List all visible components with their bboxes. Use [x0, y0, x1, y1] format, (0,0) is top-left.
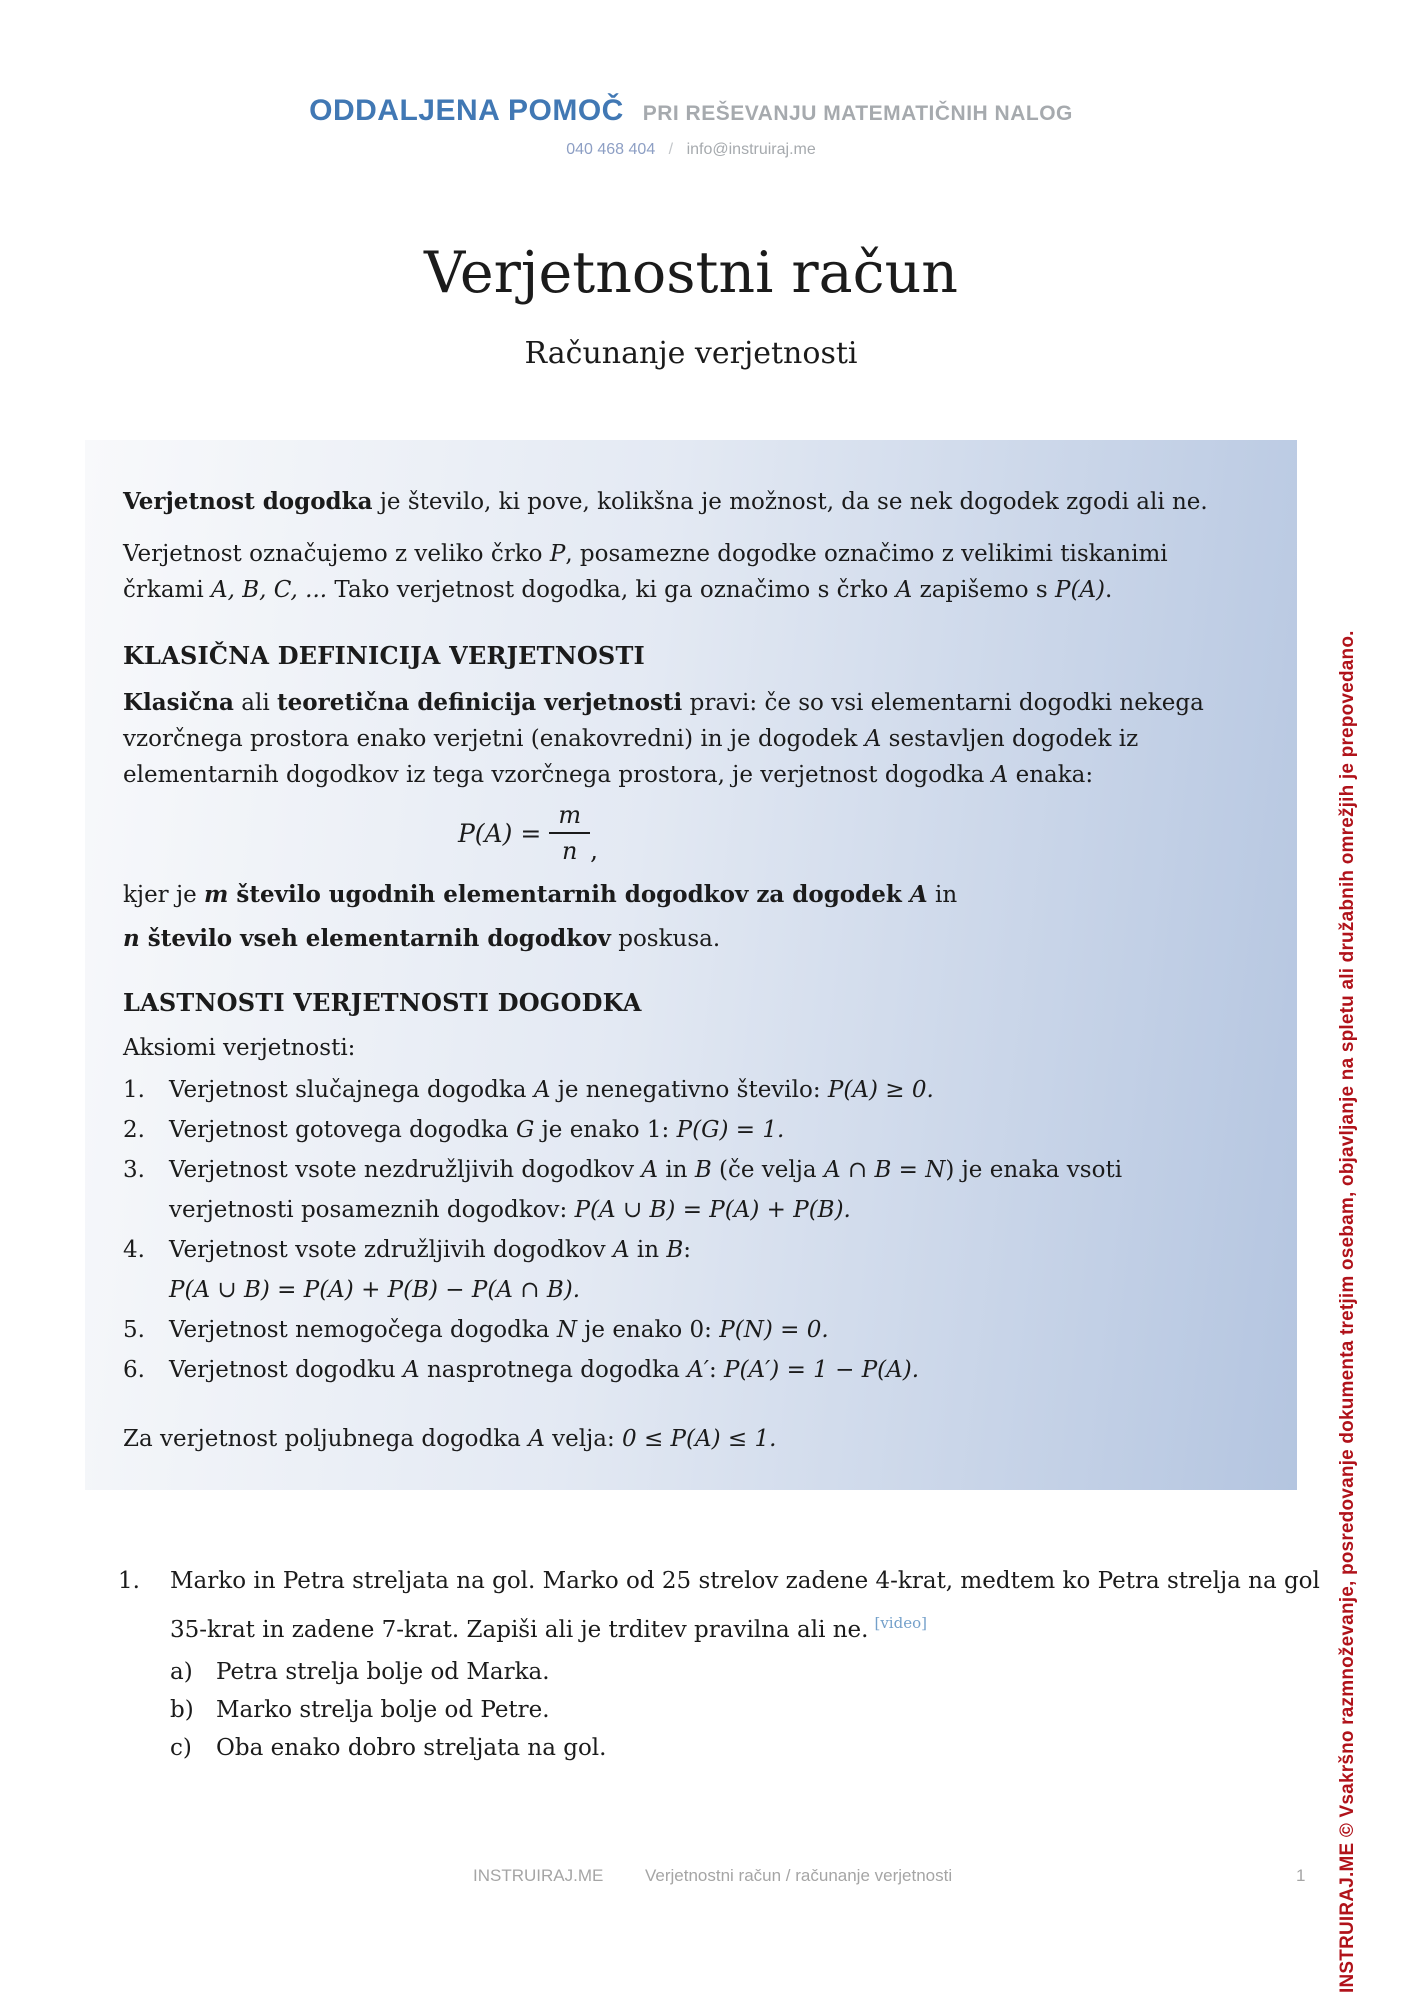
- theory-infobox: [85, 440, 1297, 1490]
- option-row: [170, 1691, 1328, 1729]
- list-item-number: 2.: [123, 1117, 145, 1143]
- formula-lhs: P(A): [457, 818, 513, 848]
- text-segment: A: [528, 1426, 545, 1452]
- text-segment: A: [641, 1157, 659, 1183]
- text-segment: je število, ki pove, kolikšna je možnost, da se nek dogodek zgodi ali ne.: [372, 489, 1208, 515]
- text-segment: število vseh elementarnih dogodkov: [139, 925, 611, 952]
- copyright-watermark: INSTRUIRAJ.ME © Vsakršno razmnoževanje, posredovanje dokumenta tretjim osebam, objavljanje na spletu ali družabnih omrežjih je prepovedano.: [1337, 630, 1358, 1993]
- formula-equals: =: [520, 818, 542, 848]
- classic-line-1: [123, 685, 1261, 721]
- fraction-denominator: n: [561, 837, 578, 865]
- page-footer: [0, 1866, 1413, 1890]
- exercise-item: [118, 1560, 1328, 1651]
- text-segment: P(A): [1055, 577, 1106, 603]
- notation-line-1: [123, 536, 1261, 572]
- text-segment: verjetnosti posameznih dogodkov:: [169, 1197, 575, 1223]
- classic-line-3: [123, 757, 1261, 793]
- text-segment: Verjetnost slučajnega dogodka: [169, 1077, 534, 1103]
- text-segment: :: [708, 1357, 725, 1383]
- text-segment: A: [895, 577, 913, 603]
- text-segment: Verjetnost dogodka: [123, 488, 373, 515]
- text-segment: je nenegativno število:: [550, 1077, 828, 1103]
- exercise-line-2-text: [170, 1617, 868, 1643]
- text-segment: Verjetnost vsote združljivih dogodkov: [169, 1237, 613, 1263]
- brand-tagline: PRI REŠEVANJU MATEMATIČNIH NALOG: [642, 102, 1073, 125]
- formula-fraction: [549, 801, 590, 865]
- text-segment: sestavljen dogodek iz: [881, 726, 1139, 752]
- formula-comma: ,: [590, 836, 599, 865]
- text-segment: G: [515, 1117, 535, 1143]
- footer-page-number: 1: [1296, 1866, 1306, 1885]
- text-segment: Za verjetnost poljubnega dogodka: [123, 1426, 529, 1452]
- formula-legend: [123, 873, 1261, 961]
- video-link[interactable]: [video]: [874, 1614, 927, 1632]
- notation-paragraph: [123, 536, 1261, 608]
- text-segment: A ∩ B = N: [823, 1157, 946, 1183]
- list-item-text: [169, 1150, 1122, 1190]
- list-item: [123, 1150, 1261, 1190]
- classic-definition-paragraph: [123, 685, 1261, 793]
- text-segment: ali: [233, 690, 277, 716]
- text-segment: enaka:: [1008, 762, 1094, 788]
- text-segment: nasprotnega dogodka: [419, 1357, 688, 1383]
- classic-line-2: [123, 721, 1261, 757]
- text-segment: P(A′) = 1 − P(A).: [724, 1357, 920, 1383]
- text-segment: A: [403, 1357, 420, 1383]
- option-row: [170, 1729, 1328, 1767]
- text-segment: P(A ∪ B) = P(A) + P(B) − P(A ∩ B).: [169, 1277, 581, 1303]
- closing-statement: [123, 1421, 1261, 1457]
- text-segment: P(A) ≥ 0.: [827, 1077, 934, 1103]
- text-segment: A: [533, 1077, 551, 1103]
- list-item-text: [169, 1110, 784, 1150]
- list-item-number-spacer: [123, 1190, 169, 1230]
- notation-line-2: [123, 572, 1261, 608]
- exercise-text-wrap: [170, 1560, 1320, 1651]
- axioms-intro: Aksiomi verjetnosti:: [123, 1035, 356, 1061]
- footer-doc-title: Verjetnostni račun / računanje verjetnosti: [645, 1866, 953, 1885]
- page-subtitle: Računanje verjetnosti: [524, 336, 858, 371]
- text-segment: velja:: [544, 1426, 623, 1452]
- option-letter: c): [170, 1735, 192, 1761]
- text-segment: P(N) = 0.: [719, 1317, 829, 1343]
- text-segment: in: [629, 1237, 667, 1263]
- text-segment: A: [864, 726, 882, 752]
- text-segment: pravi: če so vsi elementarni dogodki nekega: [682, 690, 1204, 716]
- list-item-text: [169, 1350, 919, 1390]
- text-segment: B: [666, 1237, 684, 1263]
- text-segment: , posamezne dogodke označimo z velikimi tiskanimi: [565, 541, 1168, 567]
- list-item-number: 4.: [123, 1237, 145, 1263]
- text-segment: poskusa.: [610, 926, 721, 952]
- legend-line-1: [123, 873, 1261, 917]
- option-text: Petra strelja bolje od Marka.: [216, 1659, 550, 1685]
- text-segment: n: [123, 925, 140, 952]
- text-segment: in: [927, 882, 958, 908]
- list-item-text: [169, 1310, 829, 1350]
- text-segment: Verjetnost označujemo z veliko črko: [123, 541, 550, 567]
- text-segment: 0 ≤ P(A) ≤ 1.: [622, 1426, 777, 1452]
- text-segment: N: [556, 1317, 577, 1343]
- axioms-list: [123, 1070, 1261, 1390]
- page-title: Verjetnostni račun: [423, 240, 959, 306]
- text-segment: A: [991, 762, 1009, 788]
- list-item-number: 6.: [123, 1357, 145, 1383]
- list-item-text: [169, 1270, 580, 1310]
- exercise-number: 1.: [118, 1568, 140, 1594]
- contact-separator: /: [668, 141, 674, 158]
- text-segment: Verjetnost gotovega dogodka: [169, 1117, 516, 1143]
- exercise-options: [170, 1653, 1328, 1767]
- list-item-text: [169, 1190, 851, 1230]
- header-contact-line: [85, 141, 1297, 159]
- exercise-line-1: [170, 1560, 1320, 1602]
- text-segment: je enako 1:: [534, 1117, 677, 1143]
- header-brand-line: [85, 94, 1297, 128]
- exercise-line-2: [170, 1602, 1320, 1651]
- text-segment: Tako verjetnost dogodka, ki ga označimo s črko: [327, 577, 896, 603]
- email-address: info@instruiraj.me: [686, 141, 816, 158]
- text-segment: A: [909, 881, 928, 908]
- text-segment: .: [1105, 577, 1113, 603]
- phone-number: 040 468 404: [566, 141, 656, 158]
- list-item-number: 3.: [123, 1157, 145, 1183]
- text-segment: B: [694, 1157, 712, 1183]
- text-segment: Verjetnost nemogočega dogodka: [169, 1317, 557, 1343]
- properties-heading: LASTNOSTI VERJETNOSTI DOGODKA: [123, 988, 642, 1017]
- text-segment: Klasična: [123, 689, 234, 716]
- list-item-continuation: [123, 1190, 1261, 1230]
- exercise-section: [118, 1560, 1328, 1767]
- list-item-number-spacer: [123, 1270, 169, 1310]
- legend-line-2: [123, 917, 1261, 961]
- list-item-text: [169, 1230, 691, 1270]
- text-segment: je enako 0:: [576, 1317, 720, 1343]
- list-item-continuation: [123, 1270, 1261, 1310]
- page-header: [85, 94, 1297, 159]
- text-segment: Verjetnost vsote nezdružljivih dogodkov: [169, 1157, 642, 1183]
- text-segment: P(G) = 1.: [676, 1117, 785, 1143]
- probability-formula: [123, 801, 933, 865]
- list-item-text: [169, 1070, 934, 1110]
- text-segment: A′: [687, 1357, 709, 1383]
- text-segment: Verjetnost dogodku: [169, 1357, 404, 1383]
- text-segment: (če velja: [711, 1157, 824, 1183]
- list-item: [123, 1070, 1261, 1110]
- list-item-number: 1.: [123, 1077, 145, 1103]
- text-segment: črkami: [123, 577, 212, 603]
- classic-definition-heading: KLASIČNA DEFINICIJA VERJETNOSTI: [123, 641, 645, 670]
- text-segment: P(A ∪ B) = P(A) + P(B).: [574, 1197, 851, 1223]
- text-segment: Marko in Petra streljata na gol. Marko od 25 strelov zadene 4-krat, medtem ko Petra strelja na gol: [170, 1568, 1320, 1594]
- text-segment: elementarnih dogodkov iz tega vzorčnega prostora, je verjetnost dogodka: [123, 762, 992, 788]
- list-item: [123, 1230, 1261, 1270]
- list-item: [123, 1310, 1261, 1350]
- list-item-number: 5.: [123, 1317, 145, 1343]
- list-item: [123, 1110, 1261, 1150]
- definition-paragraph: [123, 484, 1261, 520]
- list-item: [123, 1350, 1261, 1390]
- text-segment: zapišemo s: [912, 577, 1055, 603]
- option-letter: a): [170, 1659, 193, 1685]
- text-segment: in: [658, 1157, 695, 1183]
- option-text: Oba enako dobro streljata na gol.: [216, 1735, 607, 1761]
- text-segment: število ugodnih elementarnih dogodkov za dogodek: [228, 881, 910, 908]
- text-segment: m: [204, 881, 229, 908]
- option-text: Marko strelja bolje od Petre.: [216, 1697, 550, 1723]
- text-segment: ) je enaka vsoti: [945, 1157, 1123, 1183]
- text-segment: A: [612, 1237, 630, 1263]
- text-segment: P: [549, 541, 566, 567]
- text-segment: teoretična definicija verjetnosti: [277, 689, 683, 716]
- text-segment: kjer je: [123, 882, 205, 908]
- footer-brand: INSTRUIRAJ.ME: [473, 1866, 604, 1885]
- brand-logo-text: ODDALJENA POMOČ: [309, 94, 624, 127]
- text-segment: 35-krat in zadene 7-krat. Zapiši ali je trditev pravilna ali ne.: [170, 1617, 869, 1643]
- fraction-numerator: m: [549, 801, 590, 834]
- text-segment: vzorčnega prostora enako verjetni (enakovredni) in je dogodek: [123, 726, 865, 752]
- text-segment: :: [683, 1237, 692, 1263]
- option-row: [170, 1653, 1328, 1691]
- text-segment: A, B, C, ...: [211, 577, 328, 603]
- option-letter: b): [170, 1697, 194, 1723]
